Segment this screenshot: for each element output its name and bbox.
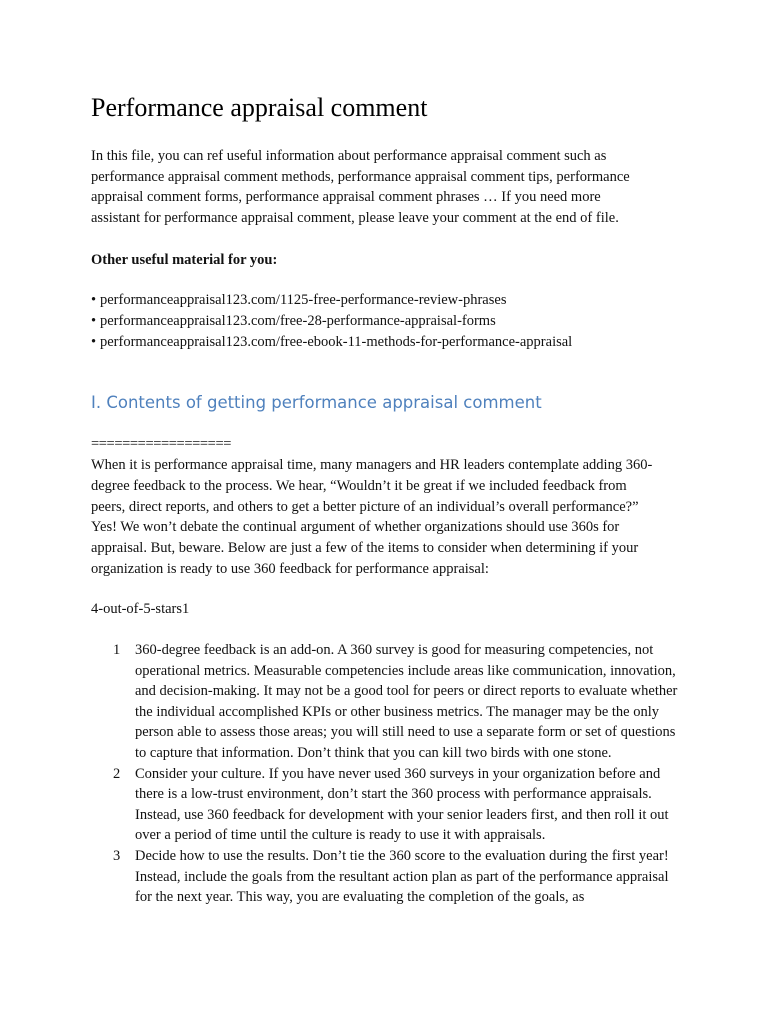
- list-item: [91, 640, 681, 764]
- list-item-text: Decide how to use the results. Don’t tie the 360 score to the evaluation during the first year! Instead, include the goals from the resultant action plan as part of the performance appraisal for the next year. This way, you are evaluating the completion of the goals, as: [135, 847, 669, 906]
- material-link[interactable]: performanceappraisal123.com/1125-free-performance-review-phrases: [100, 292, 507, 308]
- image-alt-text: 4-out-of-5-stars1: [91, 601, 190, 617]
- useful-material-item: [91, 290, 572, 311]
- useful-material-item: [91, 332, 572, 353]
- useful-material-item: [91, 311, 572, 332]
- bullet-icon: •: [91, 313, 97, 329]
- useful-material-list: [91, 290, 572, 353]
- body-paragraph: When it is performance appraisal time, many managers and HR leaders contemplate adding 360-degree feedback to the process. We hear, “Wouldn’t it be great if we included feedback from peers, direct reports, and others to get a better picture of an individual’s overall performance?” Yes! We won’t debate the continual argument of whether organizations should use 360s for appraisal. But, beware. Below are just a few of the items to consider when determining if your organization is ready to use 360 feedback for performance appraisal:: [91, 457, 653, 577]
- section-heading: I. Contents of getting performance appraisal comment: [91, 393, 542, 412]
- useful-material-heading: Other useful material for you:: [91, 252, 278, 268]
- list-item-text: 360-degree feedback is an add-on. A 360 survey is good for measuring competencies, not operational metrics. Measurable competencies include areas like communication, innovation, and decision-making. It may not be a good tool for peers or direct reports to evaluate whether the individual accomplished KPIs or other business metrics. The manager may be the only person able to assess those areas; you will still need to use a separate form or set of questions to capture that information. Don’t think that you can kill two birds with one stone.: [135, 642, 678, 761]
- document-title: Performance appraisal comment: [91, 93, 428, 122]
- bullet-icon: •: [91, 292, 97, 308]
- list-item: [91, 846, 681, 908]
- separator-rule: ==================: [91, 436, 231, 452]
- list-item-text: Consider your culture. If you have never used 360 surveys in your organization before and there is a low-trust environment, don’t start the 360 process with performance appraisals. Instead, use 360 feedback for development with your senior leaders first, and then roll it out over a period of time until the culture is ready to use it with appraisals.: [135, 765, 669, 844]
- list-item-number: 1: [113, 642, 121, 658]
- list-item: [91, 764, 681, 846]
- intro-paragraph: In this file, you can ref useful information about performance appraisal comment such as performance appraisal comment methods, performance appraisal comment tips, performance appraisal comment forms, performance appraisal comment phrases … If you need more assistant for performance appraisal comment, please leave your comment at the end of file.: [91, 148, 630, 226]
- material-link[interactable]: performanceappraisal123.com/free-ebook-11-methods-for-performance-appraisal: [100, 334, 573, 350]
- list-item-number: 3: [113, 847, 121, 864]
- bullet-icon: •: [91, 334, 97, 350]
- considerations-list: [91, 640, 691, 908]
- list-item-number: 2: [113, 765, 121, 782]
- material-link[interactable]: performanceappraisal123.com/free-28-performance-appraisal-forms: [100, 313, 496, 329]
